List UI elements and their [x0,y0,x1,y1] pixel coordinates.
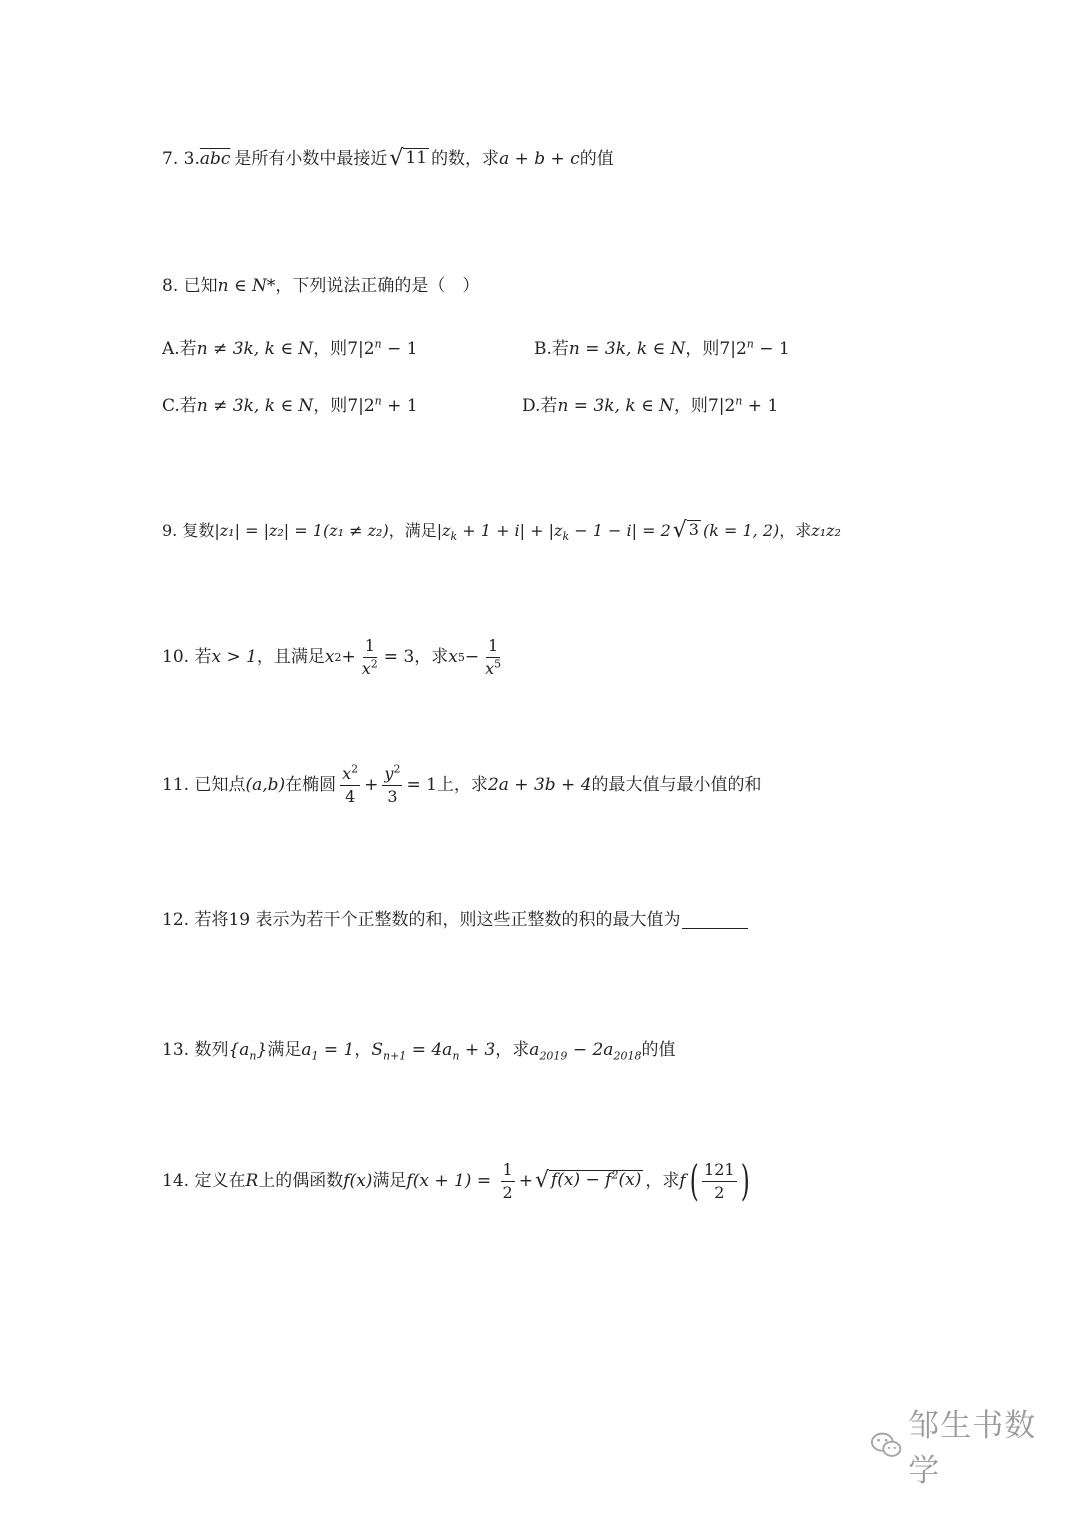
q10-x5: x [448,647,458,667]
q13-comma: ， [354,1040,372,1060]
question-9 [162,520,841,542]
q13-number: 13. 数列 [162,1040,229,1060]
q14-sqrt: √ $f(x) - f^2(x)$ [534,1168,642,1193]
q14-fcall: f [679,1170,686,1191]
q10-equals: = 3 [383,647,415,667]
q11-equals: = 1 [406,775,437,795]
q11-fraction-x: $\frac{x^2}{4}$ [342,762,359,806]
q10-fraction-2: $\frac{1}{x^5}$ [485,636,502,678]
q13-text-2: ，求 [495,1040,530,1060]
q8-option-b: B.若n = 3k, k ∈ N，则$7|2^n - 1$ [534,337,790,359]
question-7 [162,148,614,170]
q14-fraction-arg: $\frac{121}{2}$ [704,1159,735,1202]
q7-sqrt: √ 11 [389,146,428,171]
q14-text-3: ，求 [645,1170,680,1191]
q7-number: 7. 3. [162,148,200,169]
q7-repeating-digits: $\overline{abc}$ [199,148,231,169]
q10-fraction-1: $\frac{1}{x^2}$ [361,636,378,678]
q8-option-c: C.若n ≠ 3k, k ∈ N，则$7|2^n + 1$ [162,394,418,416]
question-13 [162,1040,676,1063]
q8-condition: n ∈ N* [217,276,276,296]
q13-target: $a_{2019} - 2a_{2018}$ [529,1040,642,1063]
q14-number: 14. 定义在 [162,1170,246,1191]
q7-text-3: 的值 [579,148,614,169]
q11-text-1: 在椭圆 [285,775,337,795]
watermark-text: 邹生书数学 [908,1408,1037,1489]
q9-expr-2: $|z_k + 1 + i| + |z_k - 1 - i| = 2$ [436,521,671,544]
q11-number: 11. 已知点 [162,775,246,795]
q8-number: 8. 已知 [162,276,218,296]
q11-plus: + [364,775,379,795]
question-8 [162,278,479,295]
q9-text-1: ，满足 [388,521,437,540]
q11-fraction-y: $\frac{y^2}{3}$ [384,762,401,806]
q13-sequence: $\{a_n\}$ [228,1040,268,1063]
q14-text-1: 上的偶函数 [258,1170,344,1191]
wechat-logo-icon [870,1430,902,1460]
q7-text-2: 的数，求 [431,148,500,169]
q10-x: x [324,647,335,667]
q11-text-2: 上，求 [436,775,488,795]
q14-right-paren: ) [740,1156,750,1205]
q9-number: 9. 复数 [162,521,215,540]
q10-text-1: ，且满足 [256,647,325,667]
q11-point: (a,b) [245,775,286,795]
q10-minus: − [464,647,480,667]
q14-domain: R [245,1170,259,1191]
q9-expr-1: |z₁| = |z₂| = 1(z₁ ≠ z₂) [214,521,389,540]
q14-lhs: f(x + 1) = [406,1170,497,1191]
question-14 [162,1156,753,1205]
q10-text-2: ，求 [414,647,449,667]
q13-text-1: 满足 [267,1040,302,1060]
q14-left-paren: ( [689,1156,699,1205]
q10-plus: + [341,647,356,667]
q8-text: ，下列说法正确的是（ ） [275,276,480,296]
watermark [870,1408,1060,1489]
q11-text-3: 的最大值与最小值的和 [591,775,762,795]
q9-expr-3: (k = 1, 2) [702,521,780,540]
question-10: 10. 若 x > 1 ，且满足 x 2 + $\frac{1}{x^2}$ = 3 ，求 x 5 − $\frac{1}{x^5}$ [162,636,502,678]
q14-fraction-half: $\frac{1}{2}$ [502,1159,513,1202]
question-11 [162,762,762,806]
q10-number: 10. 若 [162,647,212,667]
q14-plus: + [518,1170,533,1191]
q7-expression: a + b + c [499,148,580,169]
q13-a1: $a_1 = 1$ [301,1040,355,1063]
q9-expr-4: z₁z₂ [811,521,841,540]
q8-option-a: A.若n ≠ 3k, k ∈ N，则$7|2^n - 1$ [162,337,418,359]
q9-sqrt: √ 3 [672,518,699,543]
q9-text-2: ，求 [779,521,812,540]
question-12 [162,912,748,929]
q12-text: 12. 若将19 表示为若干个正整数的和，则这些正整数的积的最大值为 [162,910,681,930]
q13-recurrence: $S_{n+1} = 4a_n + 3$ [371,1040,496,1063]
q12-answer-blank[interactable] [682,912,748,929]
q11-expression: 2a + 3b + 4 [487,775,592,795]
q14-function: f(x) [343,1170,373,1191]
q10-condition: x > 1 [211,647,257,667]
q14-text-2: 满足 [372,1170,407,1191]
q7-text-1: 是所有小数中最接近 [234,148,388,169]
q8-option-d: D.若n = 3k, k ∈ N，则$7|2^n + 1$ [522,394,779,416]
q13-text-3: 的值 [641,1040,676,1060]
